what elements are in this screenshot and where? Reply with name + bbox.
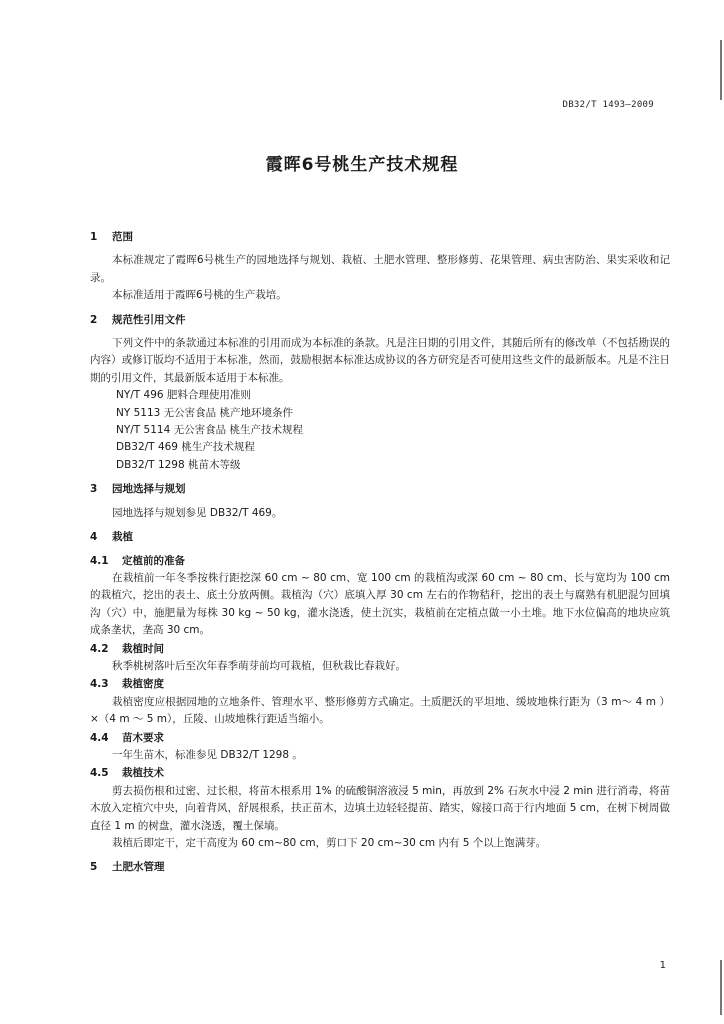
standard-code: DB32/T 1493—2009 bbox=[562, 100, 654, 110]
paragraph: 栽植密度应根据园地的立地条件、管理水平、整形修剪方式确定。土质肥沃的平坦地、缓坡地株行距为（3 m～ 4 m ）×（4 m ～ 5 m），丘陵、山坡地株行距适当缩小。 bbox=[90, 695, 670, 726]
subsection-title: 栽植技术 bbox=[122, 767, 164, 780]
paragraph: 园地选择与规划参见 DB32/T 469。 bbox=[112, 506, 283, 519]
section-number: 2 bbox=[90, 313, 98, 326]
subsection-title: 定植前的准备 bbox=[122, 554, 185, 567]
subsection-number: 4.5 bbox=[90, 767, 109, 780]
page-number: 1 bbox=[659, 960, 666, 971]
reference-item: DB32/T 469 桃生产技术规程 bbox=[116, 441, 255, 454]
section-5-heading bbox=[90, 859, 670, 876]
section-title: 园地选择与规划 bbox=[112, 483, 186, 496]
subsection-number: 4.4 bbox=[90, 731, 109, 744]
paragraph: 在栽植前一年冬季按株行距挖深 60 cm ~ 80 cm、宽 100 cm 的栽植沟或深 60 cm ~ 80 cm、长与宽均为 100 cm 的栽植穴，挖出的表土、底土分放两侧。栽植沟（穴）底填入厚 30 cm 左右的作物秸秆，挖出的表土与腐熟有机肥混匀回填沟（穴）中，施肥量为每株 30 kg ~ 50 kg，灌水浇透，使土沉实，栽植前在定植点做一小土堆。地下水位偏高的地块应筑成条垄状，垄高 30 cm。 bbox=[90, 571, 670, 637]
subsection-4-1-heading bbox=[90, 553, 670, 570]
section-number: 3 bbox=[90, 483, 98, 496]
scan-edge-mark bbox=[720, 960, 722, 1015]
paragraph: 一年生苗木，标准参见 DB32/T 1298 。 bbox=[112, 748, 303, 761]
subsection-number: 4.2 bbox=[90, 642, 109, 655]
document-title: 霞晖6号桃生产技术规程 bbox=[265, 155, 459, 175]
section-title: 栽植 bbox=[112, 531, 133, 544]
section-1-heading bbox=[90, 229, 670, 246]
section-number: 4 bbox=[90, 531, 98, 544]
subsection-4-5-heading bbox=[90, 765, 670, 782]
scan-edge-mark bbox=[720, 40, 722, 100]
subsection-number: 4.1 bbox=[90, 554, 109, 567]
subsection-4-4-heading bbox=[90, 730, 670, 747]
paragraph: 栽植后即定干，定干高度为 60 cm~80 cm，剪口下 20 cm~30 cm 内有 5 个以上饱满芽。 bbox=[112, 837, 547, 849]
paragraph: 本标准规定了霞晖6号桃生产的园地选择与规划、栽植、土肥水管理、整形修剪、花果管理、病虫害防治、果实采收和记录。 bbox=[90, 254, 670, 284]
section-number: 5 bbox=[90, 861, 98, 874]
paragraph: 本标准适用于霞晖6号桃的生产栽培。 bbox=[112, 289, 287, 302]
subsection-4-3-heading bbox=[90, 676, 670, 693]
paragraph: 秋季桃树落叶后至次年春季萌芽前均可栽植，但秋栽比春栽好。 bbox=[112, 659, 407, 672]
reference-item: NY 5113 无公害食品 桃产地环境条件 bbox=[116, 406, 294, 419]
section-title: 土肥水管理 bbox=[112, 861, 165, 874]
section-title: 规范性引用文件 bbox=[112, 313, 186, 326]
reference-item: NY/T 5114 无公害食品 桃生产技术规程 bbox=[116, 424, 303, 437]
paragraph: 剪去损伤根和过密、过长根，将苗木根系用 1% 的硫酸铜溶液浸 5 min，再放到 2% 石灰水中浸 2 min 进行消毒，将苗木放入定植穴中央，向着背风，舒展根系，扶正苗木，边填土边轻轻提苗、踏实，嫁接口高于行内地面 5 cm，在树下树周做直径 1 m 的树盘，灌水浇透，覆土保墒。 bbox=[90, 784, 670, 832]
section-3-heading bbox=[90, 481, 670, 498]
subsection-title: 苗木要求 bbox=[122, 731, 164, 744]
section-number: 1 bbox=[90, 231, 98, 243]
paragraph: 下列文件中的条款通过本标准的引用而成为本标准的条款。凡是注日期的引用文件，其随后所有的修改单（不包括勘误的内容）或修订版均不适用于本标准，然而，鼓励根据本标准达成协议的各方研究是否可使用这些文件的最新版本。凡是不注日期的引用文件，其最新版本适用于本标准。 bbox=[90, 337, 670, 384]
section-4-heading bbox=[90, 529, 670, 546]
section-title: 范围 bbox=[112, 231, 133, 243]
section-2-heading bbox=[90, 312, 670, 329]
subsection-title: 栽植时间 bbox=[122, 642, 164, 655]
reference-item: NY/T 496 肥料合理使用准则 bbox=[116, 389, 251, 402]
reference-item: DB32/T 1298 桃苗木等级 bbox=[116, 458, 241, 471]
document-body bbox=[90, 222, 670, 883]
subsection-4-2-heading bbox=[90, 641, 670, 658]
subsection-title: 栽植密度 bbox=[122, 678, 164, 691]
subsection-number: 4.3 bbox=[90, 678, 109, 691]
